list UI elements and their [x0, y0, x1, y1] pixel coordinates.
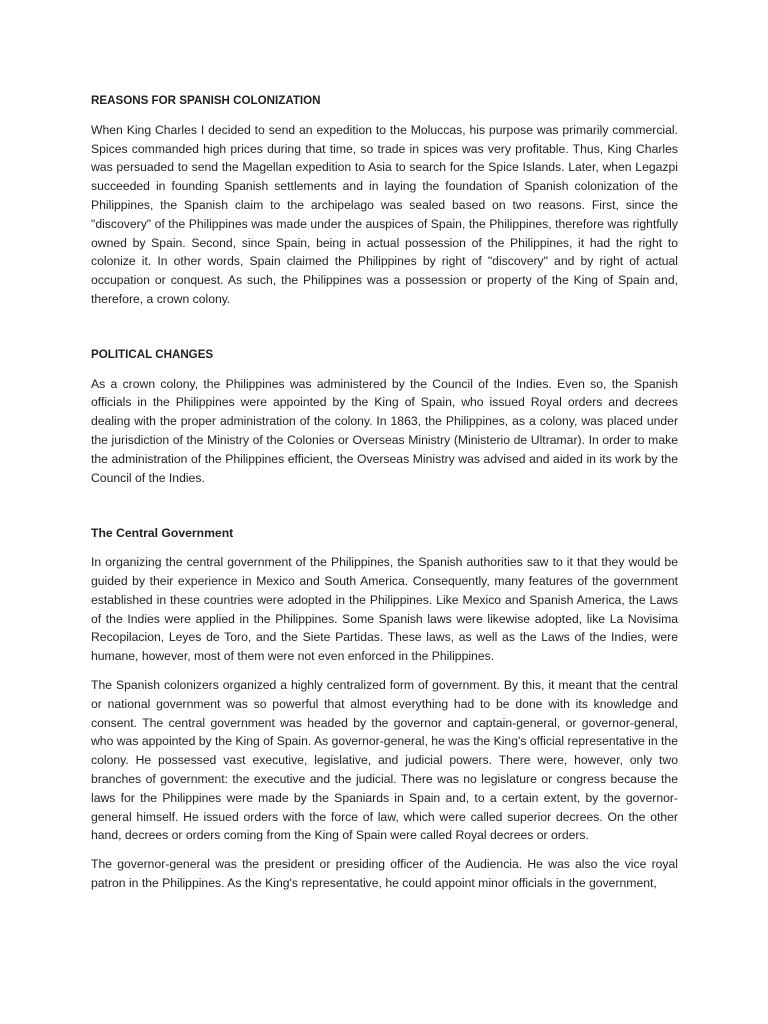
- paragraph-central-government-2: The Spanish colonizers organized a highly centralized form of government. By this, it meant that the central or national government was so powerful that almost everything had to be done with its knowledge and consent. The central government was headed by the governor and captain-general, or governor-general, who was appointed by the King of Spain. As governor-general, he was the King's official representative in the colony. He possessed vast executive, legislative, and judicial powers. There were, however, only two branches of government: the executive and the judicial. There was no legislature or congress because the laws for the Philippines were made by the Spaniards in Spain and, to a certain extent, by the governor-general himself. He issued orders with the force of law, which were called superior decrees. On the other hand, decrees or orders coming from the King of Spain were called Royal decrees or orders.: [91, 677, 678, 843]
- section-heading-reasons: REASONS FOR SPANISH COLONIZATION: [91, 94, 321, 107]
- paragraph-central-government-1: In organizing the central government of the Philippines, the Spanish authorities saw to it that they would be guided by their experience in Mexico and South America. Consequently, many features of the government established in these countries were adopted in the Philippines. Like Mexico and Spanish America, the Laws of the Indies were applied in the Philippines. Some Spanish laws were likewise adopted, like La Novisima Recopilacion, Leyes de Toro, and the Siete Partidas. These laws, as well as the Laws of the Indies, were humane, however, most of them were not even enforced in the Philippines.: [91, 555, 678, 664]
- paragraph-central-government-3: The governor-general was the president or presiding officer of the Audiencia. He was also the vice royal patron in the Philippines. As the King's representative, he could appoint minor officials in the government,: [91, 857, 678, 890]
- section-heading-political-changes: POLITICAL CHANGES: [91, 347, 214, 361]
- paragraph-reasons: When King Charles I decided to send an expedition to the Moluccas, his purpose was primarily commercial. Spices commanded high prices during that time, so trade in spices was very profitable. Thus, King Charles was persuaded to send the Magellan expedition to Asia to search for the Spice Islands. Later, when Legazpi succeeded in founding Spanish settlements and in laying the foundation of Spanish colonization of the Philippines, the Spanish claim to the archipelago was sealed based on two reasons. First, since the "discovery" of the Philippines was made under the auspices of Spain, the Philippines, therefore was rightfully owned by Spain. Second, since Spain, being in actual possession of the Philippines, it had the right to colonize it. In other words, Spain claimed the Philippines by right of "discovery" and by right of actual occupation or conquest. As such, the Philippines was a possession or property of the King of Spain and, therefore, a crown colony.: [91, 122, 678, 306]
- section-heading-central-government: The Central Government: [91, 526, 234, 541]
- document-page: [91, 92, 678, 903]
- paragraph-political-changes: As a crown colony, the Philippines was administered by the Council of the Indies. Even so, the Spanish officials in the Philippines were appointed by the King of Spain, who issued Royal orders and decrees dealing with the proper administration of the colony. In 1863, the Philippines, as a colony, was placed under the jurisdiction of the Ministry of the Colonies or Overseas Ministry (Ministerio de Ultramar). In order to make the administration of the Philippines efficient, the Overseas Ministry was advised and aided in its work by the Council of the Indies.: [91, 376, 678, 485]
